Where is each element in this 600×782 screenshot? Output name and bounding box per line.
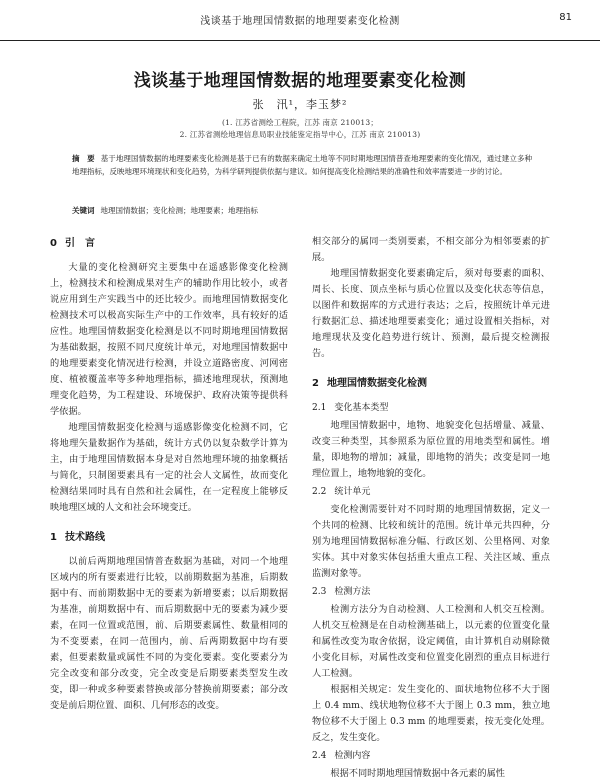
- subsection-number: 2.4: [312, 751, 327, 761]
- right-column: [312, 234, 550, 782]
- intro-paragraph-1: 大量的变化检测研究主要集中在遥感影像变化检测上，检测技术和检测成果对生产的辅助作用比较小，或者说应用到生产实践当中的还比较少。而地理国情数据变化检测技术可以极高实际生产中的工作效率，具有较好的适应性。地理国情数据变化检测是以不同时期地理国情数据为基础数据，按照不同尺度统计单元，对地理国情数据中的地理要素变化情况进行检测，并设立道路密度、河网密度、植被覆盖率等多种地理指标，描述地理现状，预测地理变化趋势，为工程建设、环境保护、政府决策等提供科学依据。: [50, 262, 288, 417]
- abstract-label: 摘 要: [72, 154, 95, 163]
- section-heading-detection: [312, 376, 550, 392]
- section-heading-intro: [50, 236, 288, 252]
- section-title: 地理国情数据变化检测: [326, 378, 427, 389]
- subsection-heading-content: [312, 748, 550, 764]
- subsection-title: 统计单元: [334, 487, 371, 497]
- tech-paragraph: 以前后两期地理国情普查数据为基础，对同一个地理区域内的所有要素进行比较，以前期数据为基准，后期数据中有、而前期数据中无的要素为新增要素；以后期数据为基准，前期数据中有、而后期数据中无的要素为减少要素，在同一位置或范围，前、后期要素属性、数量相同的为不变要素，在同一范围内，前、后两期数据中均有要素，但要素数量或属性不同的为变化要素。变化要素分为完全改变和部分改变，完全改变是后期要素类型发生改变，即一种或多种要素替换或部分替换前期要素；部分改变是前后期位置、面积、几何形态的改变。: [50, 556, 288, 711]
- subsection-title: 检测内容: [334, 751, 371, 761]
- subsection-number: 2.2: [312, 487, 327, 497]
- paper-title: 浅谈基于地理国情数据的地理要素变化检测: [133, 71, 467, 91]
- keywords-label: 关键词: [72, 206, 95, 215]
- types-paragraph: 地理国情数据中，地物、地貌变化包括增量、减量、改变三种类型，其参照系为原位置的用地类型和属性。增量，即地物的增加；减量，即地物的消失；改变是同一地理位置上，地物地貌的变化。: [312, 420, 550, 479]
- page-number: 81: [559, 12, 572, 23]
- methods-paragraph-1: 检测方法分为自动检测、人工检测和人机交互检测。人机交互检测是在自动检测基础上，以元素的位置变化量和属性改变为取舍依据，设定阈值，由计算机自动剔除微小变化目标，对属性改变和位置变化剧烈的重点目标进行人工检测。: [312, 604, 550, 679]
- process-paragraph: 地理国情数据变化要素确定后，须对每要素的面积、周长、长度、顶点坐标与质心位置以及变化状态等信息，以图件和数据库的方式进行表达；之后，按照统计单元进行数据汇总、描述地理要素变化；通过设置相关指标，对地理现状及变化趋势进行统计、预测，最后提交检测报告。: [312, 268, 550, 359]
- continued-paragraph: 相交部分的属同一类别要素，不相交部分为相邻要素的扩展。: [312, 236, 550, 263]
- subsection-heading-methods: [312, 584, 550, 600]
- affiliation-1: (1. 江苏省测绘工程院，江苏 南京 210013；: [221, 118, 379, 127]
- authors: 张 汛¹，李玉梦²: [252, 98, 348, 111]
- left-column: [50, 234, 288, 714]
- subsection-heading-types: [312, 400, 550, 416]
- keywords: [72, 204, 532, 217]
- intro-paragraph-2: 地理国情数据变化检测与遥感影像变化检测不同，它将地理矢量数据作为基础，统计方式仍以复杂数学计算为主，由于地理国情数据本身是对自然地理环境的抽象概括与简化，只制图要素具有一定的社会人文属性，故而变化检测结果同时具有自然和社会属性，在一定程度上能够反映地理区域的人文和社会环境变迁。: [50, 422, 288, 513]
- section-number: 0: [50, 238, 57, 249]
- subsection-title: 变化基本类型: [334, 403, 389, 413]
- subsection-title: 检测方法: [334, 587, 371, 597]
- abstract: [72, 152, 532, 178]
- units-paragraph: 变化检测需要针对不同时期的地理国情数据，定义一个共同的检测、比较和统计的范围。统计单元共四种，分别为地理国情数据标准分幅、行政区划、公里格网、对象实体。其中对象实体包括重大重点工程、关注区域、重点监测对象等。: [312, 504, 550, 579]
- running-title: 浅谈基于地理国情数据的地理要素变化检测: [200, 16, 400, 27]
- abstract-text: 基于地理国情数据的地理要素变化检测是基于已有的数据来确定土地等不同时期地理国情普查地理要素的变化情况，通过建立多种地理指标，反映地理环境现状和变化趋势，为科学研判提供依据与建议。如何提高变化检测结果的准确性和效率需要进一步的讨论。: [72, 154, 533, 176]
- affiliation-2: 2. 江苏省测绘地理信息局职业技能鉴定指导中心，江苏 南京 210013): [179, 130, 421, 139]
- keywords-text: 地理国情数据；变化检测；地理要素；地理指标: [100, 206, 258, 215]
- methods-paragraph-2: 根据相关规定：发生变化的、面状地物位移不大于图上 0.4 mm、线状地物位移不大于图上 0.3 mm，独立地物位移不大于图上 0.3 mm 的地理要素，按无变化处理。反之，发生变化。: [312, 684, 550, 743]
- section-title: 技术路线: [64, 532, 105, 543]
- section-number: 1: [50, 532, 57, 543]
- running-header: [0, 0, 600, 41]
- subsection-heading-units: [312, 484, 550, 500]
- section-heading-tech: [50, 530, 288, 546]
- section-title: 引 言: [64, 238, 95, 249]
- subsection-number: 2.1: [312, 403, 327, 413]
- content-paragraph: 根据不同时期地理国情数据中各元素的属性: [330, 768, 505, 779]
- section-number: 2: [312, 378, 319, 389]
- subsection-number: 2.3: [312, 587, 327, 597]
